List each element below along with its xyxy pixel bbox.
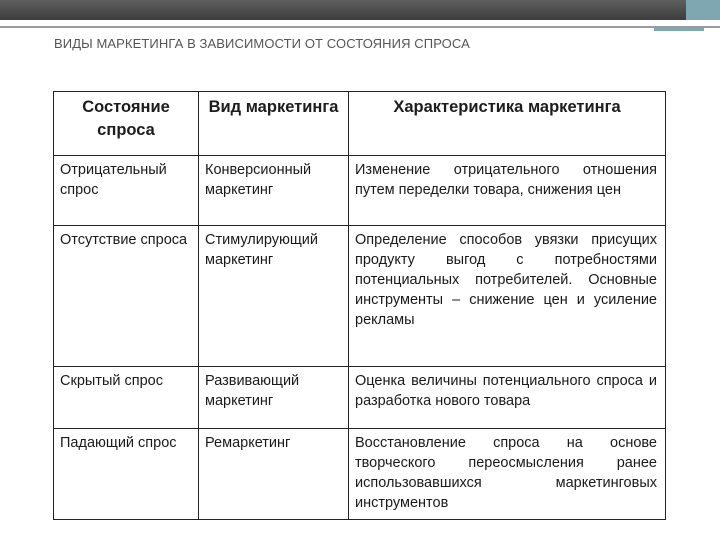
cell-demand: Отрицательный спрос — [54, 156, 199, 226]
header-demand-state: Состояние спроса — [54, 92, 199, 156]
table-header-row — [54, 92, 666, 156]
table-row — [54, 367, 666, 429]
cell-marketing-type: Ремаркетинг — [199, 429, 349, 520]
cell-demand: Отсутствие спроса — [54, 226, 199, 367]
cell-description: Изменение отрицательного отношения путем переделки товара, снижения цен — [349, 156, 666, 226]
header-marketing-type: Вид маркетинга — [199, 92, 349, 156]
cell-marketing-type: Конверсионный маркетинг — [199, 156, 349, 226]
cell-marketing-type: Стимулирующий маркетинг — [199, 226, 349, 367]
slide-accent-block — [686, 0, 720, 20]
cell-demand: Падающий спрос — [54, 429, 199, 520]
slide-accent-rule — [654, 27, 704, 31]
cell-demand: Скрытый спрос — [54, 367, 199, 429]
cell-description: Восстановление спроса на основе творческого переосмысления ранее использовавшихся маркетинговых инструментов — [349, 429, 666, 520]
cell-description: Определение способов увязки присущих продукту выгод с потребностями потенциальных потребителей. Основные инструменты – снижение цен и усиление рекламы — [349, 226, 666, 367]
table-row — [54, 156, 666, 226]
cell-marketing-type: Развивающий маркетинг — [199, 367, 349, 429]
table-row — [54, 429, 666, 520]
slide-title: ВИДЫ МАРКЕТИНГА В ЗАВИСИМОСТИ ОТ СОСТОЯНИЯ СПРОСА — [54, 36, 470, 51]
marketing-table — [53, 91, 665, 519]
slide-top-band — [0, 0, 720, 20]
header-marketing-description: Характеристика маркетинга — [349, 92, 666, 156]
table-row — [54, 226, 666, 367]
slide-divider — [0, 26, 720, 28]
cell-description: Оценка величины потенциального спроса и разработка нового товара — [349, 367, 666, 429]
